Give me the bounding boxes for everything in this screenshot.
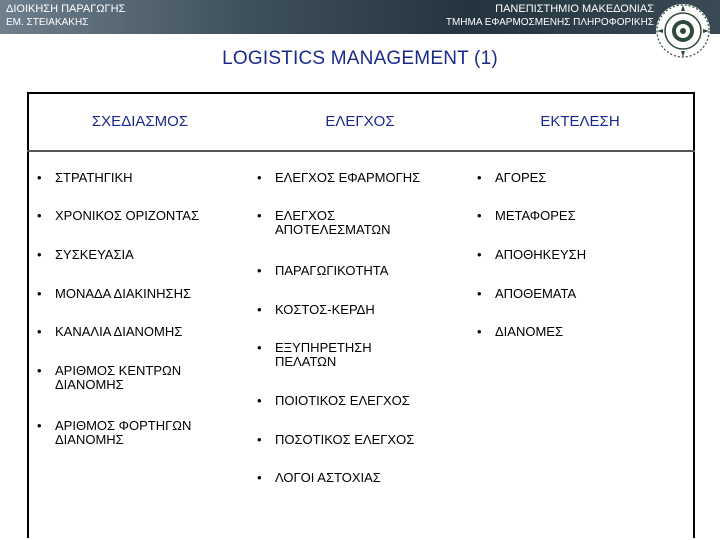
list-item xyxy=(257,264,388,278)
bullet: • xyxy=(477,286,482,301)
bullet: • xyxy=(257,432,262,447)
bullet: • xyxy=(257,302,262,317)
bullet: • xyxy=(257,340,262,355)
bullet: • xyxy=(257,208,262,223)
header-left xyxy=(6,3,125,29)
column-heading-execution: ΕΚΤΕΛΕΣΗ xyxy=(540,113,620,130)
list-item-text: ΑΡΙΘΜΟΣ ΚΕΝΤΡΩΝ ΔΙΑΝΟΜΗΣ xyxy=(55,363,182,392)
bullet: • xyxy=(37,247,42,262)
university-name: ΠΑΝΕΠΙΣΤΗΜΙΟ ΜΑΚΕΔΟΝΙΑΣ xyxy=(495,3,654,15)
page-title: LOGISTICS MANAGEMENT (1) xyxy=(222,48,498,69)
list-item xyxy=(257,171,420,185)
header-band xyxy=(0,0,720,34)
list-item xyxy=(477,248,586,262)
list-item xyxy=(257,303,375,317)
bullet: • xyxy=(477,247,482,262)
bullet: • xyxy=(257,470,262,485)
list-item-text: ΣΥΣΚΕΥΑΣΙΑ xyxy=(55,247,134,262)
list-item xyxy=(257,209,391,237)
list-item xyxy=(477,209,576,223)
bullet: • xyxy=(37,324,42,339)
list-item xyxy=(37,209,199,223)
list-item-text: ΕΛΕΓΧΟΣ ΕΦΑΡΜΟΓΗΣ xyxy=(275,170,421,185)
bullet: • xyxy=(257,393,262,408)
list-item-text: ΠΟΙΟΤΙΚΟΣ ΕΛΕΓΧΟΣ xyxy=(275,393,410,408)
list-item xyxy=(37,364,181,392)
header-right xyxy=(446,3,654,29)
list-item xyxy=(477,287,576,301)
bullet: • xyxy=(37,286,42,301)
list-item-text: ΚΟΣΤΟΣ-ΚΕΡΔΗ xyxy=(275,302,375,317)
list-item-text: ΑΠΟΘΕΜΑΤΑ xyxy=(495,286,577,301)
bullet: • xyxy=(477,170,482,185)
list-item-text: ΔΙΑΝΟΜΕΣ xyxy=(495,324,564,339)
bullet: • xyxy=(37,170,42,185)
list-item-text: ΠΟΣΟΤΙΚΟΣ ΕΛΕΓΧΟΣ xyxy=(275,432,415,447)
list-item xyxy=(477,171,546,185)
list-item xyxy=(37,171,133,185)
list-item-text: ΑΠΟΘΗΚΕΥΣΗ xyxy=(495,247,587,262)
bullet: • xyxy=(37,363,42,378)
list-item-text: ΜΟΝΑΔΑ ΔΙΑΚΙΝΗΣΗΣ xyxy=(55,286,192,301)
header-divider xyxy=(27,150,695,152)
list-item xyxy=(37,248,134,262)
department-name: ΤΜΗΜΑ ΕΦΑΡΜΟΣΜΕΝΗΣ ΠΛΗΡΟΦΟΡΙΚΗΣ xyxy=(445,17,654,28)
list-item xyxy=(37,287,191,301)
bullet: • xyxy=(37,208,42,223)
bullet: • xyxy=(477,324,482,339)
list-item xyxy=(257,341,372,369)
bullet: • xyxy=(477,208,482,223)
list-item-text: ΕΞΥΠΗΡΕΤΗΣΗ ΠΕΛΑΤΩΝ xyxy=(275,340,372,369)
list-item xyxy=(37,325,182,339)
list-item-text: ΜΕΤΑΦΟΡΕΣ xyxy=(495,208,576,223)
course-title: ΔΙΟΙΚΗΣΗ ΠΑΡΑΓΩΓΗΣ xyxy=(6,3,126,15)
list-item-text: ΛΟΓΟΙ ΑΣΤΟΧΙΑΣ xyxy=(275,470,381,485)
bullet: • xyxy=(257,263,262,278)
list-item xyxy=(37,419,191,447)
bullet: • xyxy=(37,418,42,433)
author-name: ΕΜ. ΣΤΕΙΑΚΑΚΗΣ xyxy=(6,17,89,28)
column-heading-planning: ΣΧΕΔΙΑΣΜΟΣ xyxy=(91,113,189,130)
list-item-text: ΚΑΝΑΛΙΑ ΔΙΑΝΟΜΗΣ xyxy=(55,324,183,339)
list-item-text: ΑΡΙΘΜΟΣ ΦΟΡΤΗΓΩΝ ΔΙΑΝΟΜΗΣ xyxy=(55,418,192,447)
list-item xyxy=(477,325,563,339)
list-item xyxy=(257,433,414,447)
list-item-text: ΑΓΟΡΕΣ xyxy=(495,170,547,185)
bullet: • xyxy=(257,170,262,185)
list-item xyxy=(257,394,410,408)
list-item-text: ΕΛΕΓΧΟΣ ΑΠΟΤΕΛΕΣΜΑΤΩΝ xyxy=(275,208,391,237)
list-item-text: ΣΤΡΑΤΗΓΙΚΗ xyxy=(55,170,133,185)
list-item-text: ΠΑΡΑΓΩΓΙΚΟΤΗΤΑ xyxy=(275,263,389,278)
column-heading-control: ΕΛΕΓΧΟΣ xyxy=(325,113,395,130)
list-item xyxy=(257,471,381,485)
list-item-text: ΧΡΟΝΙΚΟΣ ΟΡΙΖΟΝΤΑΣ xyxy=(55,208,200,223)
